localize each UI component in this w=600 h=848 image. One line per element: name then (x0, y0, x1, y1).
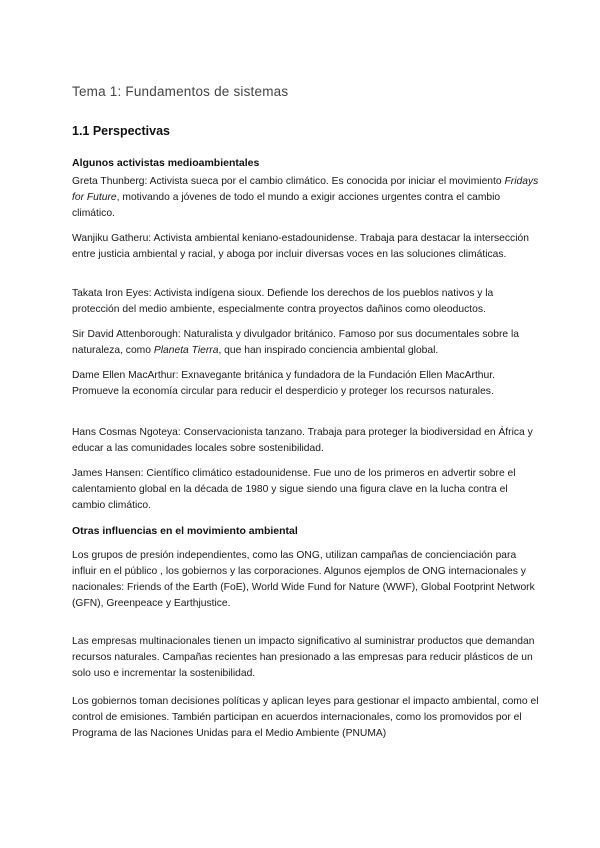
influence-paragraph: Los gobiernos toman decisiones políticas y aplican leyes para gestionar el impacto ambiental, como el control de emisiones. También participan en acuerdos internacionales, como los promovidos por el Programa de las Naciones Unidas para el Medio Ambiente (PNUMA) (72, 696, 539, 739)
influence-paragraph: Los grupos de presión independientes, como las ONG, utilizan campañas de concienciación para influir en el público , los gobiernos y las corporaciones. Algunos ejemplos de ONG internacionales y nacionales: Friends of the Earth (FoE), World Wide Fund for Nature (WWF), Global Footprint Network (GFN), Greenpeace y Earthjustice. (72, 550, 535, 609)
influences-heading: Otras influencias en el movimiento ambiental (72, 525, 298, 537)
activist-paragraph: Greta Thunberg: Activista sueca por el cambio climático. Es conocida por iniciar el movimiento Fridays for Future, motivando a jóvenes de todo el mundo a exigir acciones urgentes contra el cambio climático. (72, 176, 539, 219)
activist-paragraph: James Hansen: Científico climático estadounidense. Fue uno de los primeros en advertir sobre el calentamiento global en la década de 1980 y sigue siendo una figura clave en la lucha contra el cambio climático. (72, 468, 516, 511)
activist-paragraph: Sir David Attenborough: Naturalista y divulgador británico. Famoso por sus documentales sobre la naturaleza, como Planeta Tierra, que han inspirado conciencia ambiental global. (72, 329, 520, 356)
activist-paragraph: Hans Cosmas Ngoteya: Conservacionista tanzano. Trabaja para proteger la biodiversidad en África y educar a las comunidades locales sobre sostenibilidad. (72, 427, 533, 454)
section-title: 1.1 Perspectivas (72, 124, 170, 138)
activist-paragraph: Dame Ellen MacArthur: Exnavegante británica y fundadora de la Fundación Ellen MacArthur. Promueve la economía circular para reducir el desperdicio y proteger los recursos naturales. (72, 370, 495, 397)
influence-paragraph: Las empresas multinacionales tienen un impacto significativo al suministrar productos que demandan recursos naturales. Campañas recientes han presionado a las empresas para reducir plásticos de un solo uso e incrementar la sostenibilidad. (72, 636, 535, 679)
document-title: Tema 1: Fundamentos de sistemas (72, 84, 289, 99)
activists-heading: Algunos activistas medioambientales (72, 157, 260, 169)
activist-paragraph: Takata Iron Eyes: Activista indígena sioux. Defiende los derechos de los pueblos nativos y la protección del medio ambiente, especialmente contra proyectos dañinos como oleoductos. (72, 288, 494, 315)
activist-paragraph: Wanjiku Gatheru: Activista ambiental keniano-estadounidense. Trabaja para destacar la intersección entre justicia ambiental y racial, y aboga por incluir diversas voces en las soluciones climáticas. (72, 233, 529, 260)
